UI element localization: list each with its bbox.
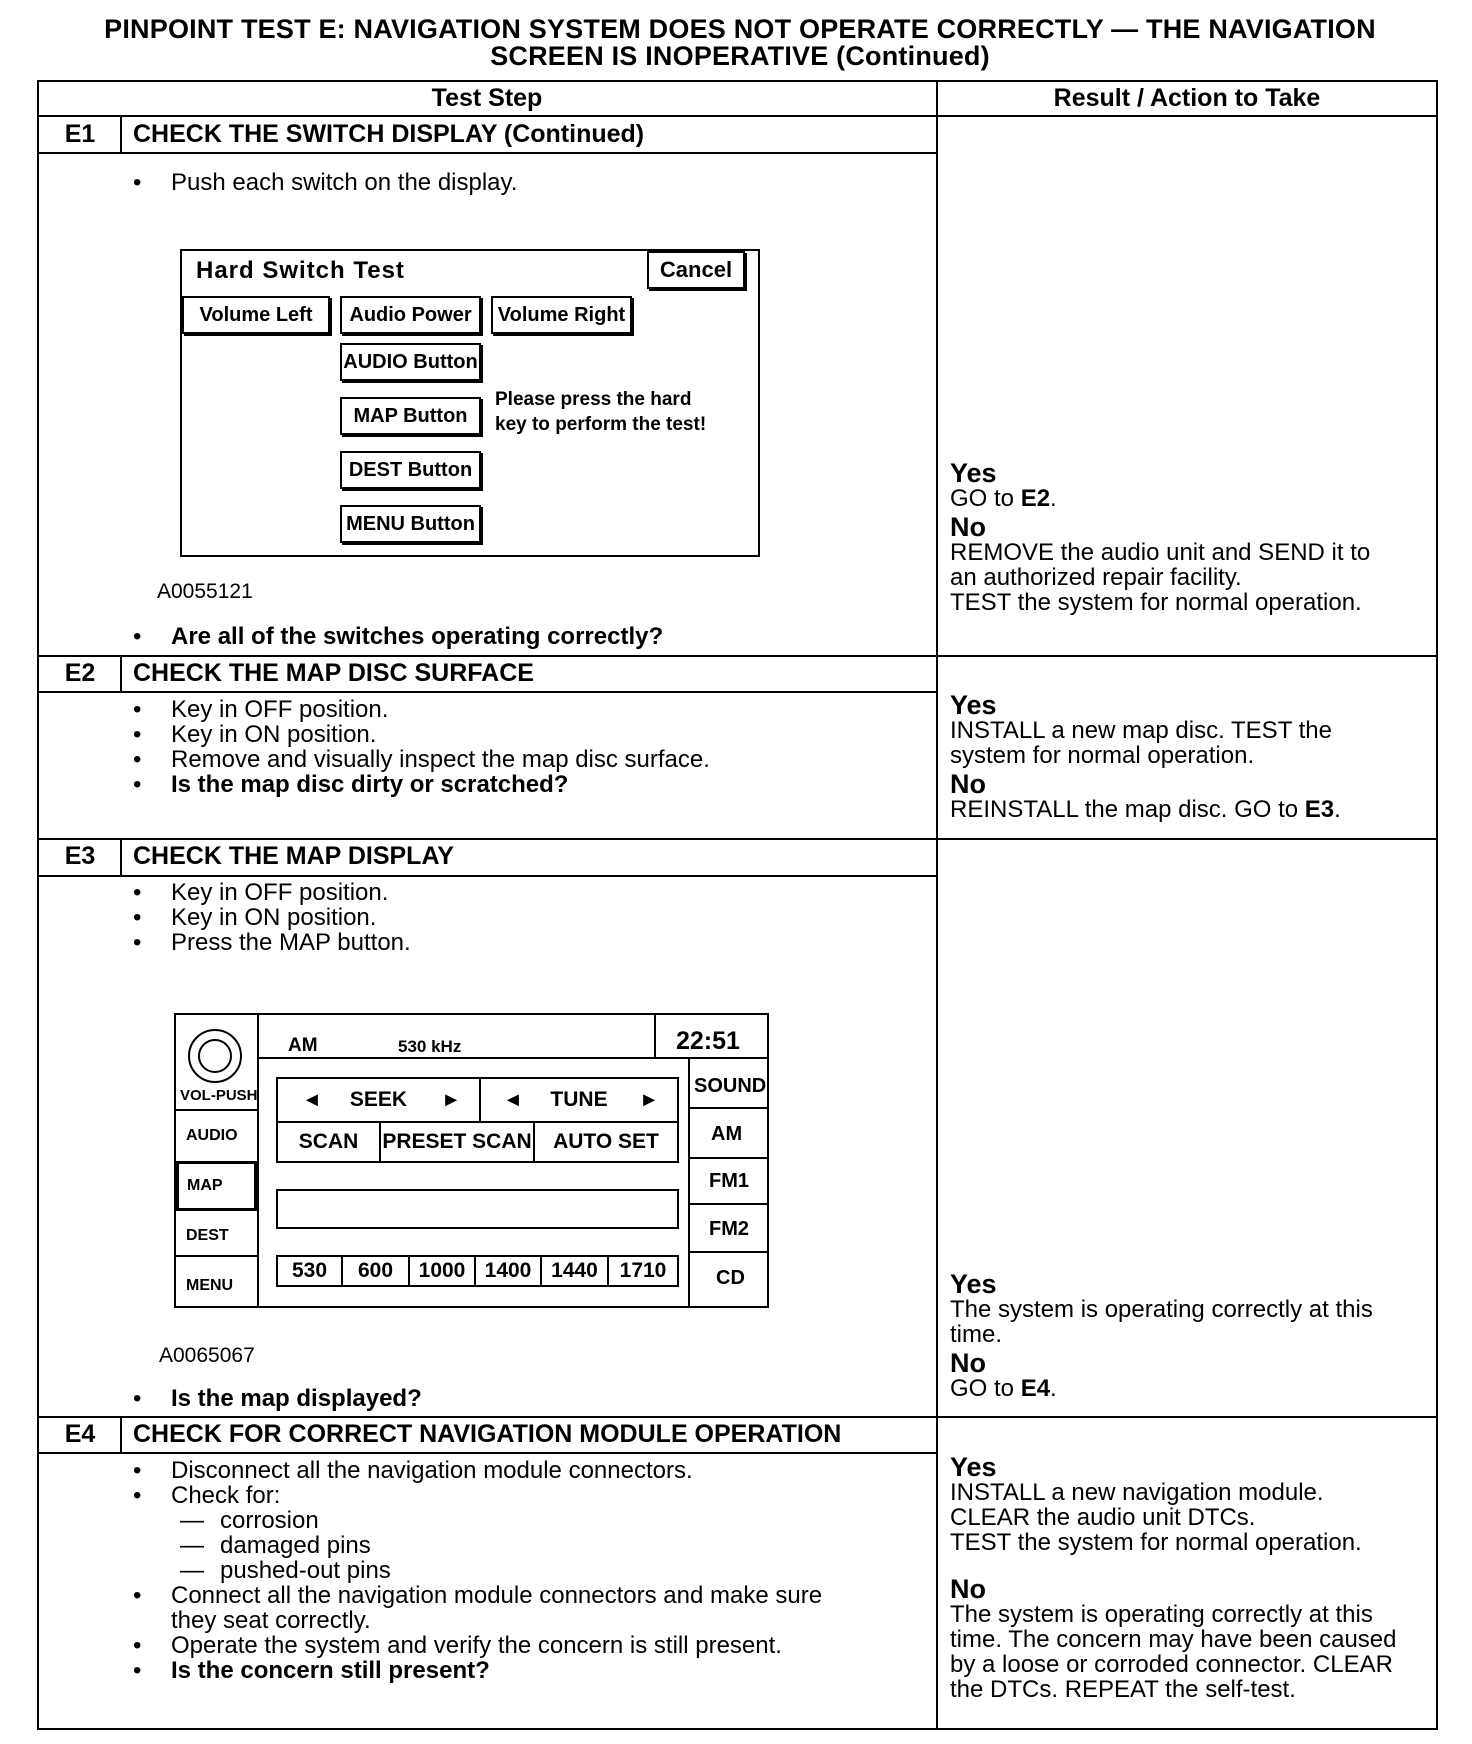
e4-title: CHECK FOR CORRECT NAVIGATION MODULE OPERATION (133, 1420, 842, 1448)
e2-title: CHECK THE MAP DISC SURFACE (133, 659, 534, 687)
e4-id-divider (120, 1416, 122, 1453)
bullet: • (133, 696, 142, 723)
seek-right-arrow-icon: ► (441, 1088, 461, 1111)
preset-1000[interactable]: 1000 (408, 1255, 476, 1287)
action-text: . (1050, 485, 1057, 512)
e4-sub-1 (180, 1508, 319, 1533)
no-action (950, 1376, 1373, 1401)
e4-result (950, 1452, 1397, 1703)
bullet-text: Key in OFF position. (171, 696, 389, 723)
seek-button[interactable] (276, 1077, 481, 1123)
yes-label: Yes (950, 458, 997, 488)
bullet-text: Key in ON position. (171, 904, 377, 931)
header-rule (37, 115, 1438, 117)
e1-id: E1 (64, 120, 96, 148)
e4-sub-2 (180, 1533, 371, 1558)
hard-switch-title: Hard Switch Test (196, 257, 405, 284)
step-ref: E4 (1020, 1375, 1051, 1402)
yes-label: Yes (950, 1269, 997, 1299)
page-title (40, 16, 1440, 70)
station-text-display (276, 1189, 679, 1229)
dash: — (180, 1532, 204, 1559)
message-line: key to perform the test! (495, 414, 707, 435)
cd-button[interactable]: CD (716, 1267, 745, 1289)
step-ref: E2 (1020, 485, 1051, 512)
column-divider (936, 80, 938, 1730)
status-rule (259, 1057, 767, 1059)
yes-action-line: INSTALL a new map disc. TEST the (950, 717, 1332, 744)
e4-title-rule (37, 1452, 937, 1454)
bullet: • (133, 623, 142, 650)
tune-button[interactable] (479, 1077, 679, 1123)
message-line: Please press the hard (495, 389, 692, 410)
bullet-text: Operate the system and verify the concern is still present. (171, 1632, 782, 1659)
vol-push-label: VOL-PUSH (180, 1087, 258, 1104)
tune-label: TUNE (550, 1088, 608, 1111)
e1-title: CHECK THE SWITCH DISPLAY (Continued) (133, 120, 645, 148)
no-action-line: the DTCs. REPEAT the self-test. (950, 1676, 1296, 1703)
bullet-text: Key in ON position. (171, 721, 377, 748)
sub-text: pushed-out pins (220, 1557, 391, 1584)
preset-1400[interactable]: 1400 (474, 1255, 542, 1287)
e1-figure-id: A0055121 (157, 580, 253, 603)
volume-right-button[interactable]: Volume Right (491, 296, 632, 334)
map-key[interactable] (176, 1161, 257, 1211)
e3-bottom-rule (37, 1416, 1438, 1418)
yes-action (950, 486, 1370, 511)
audio-power-button[interactable]: Audio Power (340, 296, 481, 334)
no-label: No (950, 1574, 986, 1604)
volume-left-button[interactable]: Volume Left (182, 296, 330, 334)
map-key-label: MAP (187, 1177, 223, 1194)
no-action-line: an authorized repair facility. (950, 564, 1242, 591)
bullet-text: Disconnect all the navigation module connectors. (171, 1457, 693, 1484)
audio-hardkey-button[interactable]: AUDIO Button (340, 343, 481, 381)
e3-title: CHECK THE MAP DISPLAY (133, 842, 454, 870)
e4-id: E4 (64, 1420, 96, 1448)
preset-530[interactable]: 530 (276, 1255, 343, 1287)
no-action-line: The system is operating correctly at this (950, 1601, 1373, 1628)
bullet-text: Press the MAP button. (171, 929, 411, 956)
bullet: • (133, 1582, 142, 1609)
divider (688, 1251, 767, 1253)
hard-switch-message (495, 387, 706, 437)
seek-left-arrow-icon: ◄ (302, 1088, 322, 1111)
e1-title-rule (37, 152, 937, 154)
band-readout: AM (288, 1035, 318, 1056)
yes-action-line: The system is operating correctly at this (950, 1296, 1373, 1323)
bullet: • (133, 879, 142, 906)
bullet: • (133, 929, 142, 956)
preset-scan-button[interactable]: PRESET SCAN (379, 1121, 535, 1163)
scan-button[interactable]: SCAN (276, 1121, 381, 1163)
yes-action-line: TEST the system for normal operation. (950, 1529, 1362, 1556)
yes-action-line: CLEAR the audio unit DTCs. (950, 1504, 1256, 1531)
dash: — (180, 1507, 204, 1534)
e2-title-rule (37, 691, 937, 693)
e2-result (950, 690, 1341, 823)
dash: — (180, 1557, 204, 1584)
action-text: . (1334, 796, 1341, 823)
sub-text: damaged pins (220, 1532, 371, 1559)
no-action-line: TEST the system for normal operation. (950, 589, 1362, 616)
divider (688, 1107, 767, 1109)
cancel-button[interactable]: Cancel (647, 251, 745, 289)
e4-sub-3 (180, 1558, 391, 1583)
no-action-line: time. The concern may have been caused (950, 1626, 1397, 1653)
menu-key[interactable]: MENU (186, 1277, 234, 1294)
yes-label: Yes (950, 1452, 997, 1482)
hard-switch-test-figure (180, 249, 760, 557)
seek-label: SEEK (349, 1088, 408, 1111)
page-title-line2: SCREEN IS INOPERATIVE (Continued) (490, 41, 990, 71)
frequency-readout: 530 kHz (398, 1037, 462, 1056)
bullet-text: Are all of the switches operating correctly? (171, 623, 664, 650)
bullet-text: Remove and visually inspect the map disc surface. (171, 746, 710, 773)
e1-result (950, 458, 1371, 616)
bullet: • (133, 771, 142, 798)
bullet-text: Connect all the navigation module connectors and make sure (171, 1582, 823, 1609)
yes-action-line: time. (950, 1321, 1003, 1348)
right-panel-divider (688, 1057, 690, 1308)
bullet-text: Is the map displayed? (171, 1385, 422, 1412)
bullet: • (133, 1457, 142, 1484)
action-text: GO to (950, 1375, 1021, 1402)
tune-left-arrow-icon: ◄ (503, 1088, 523, 1111)
bullet: • (133, 169, 142, 196)
bullet: • (133, 721, 142, 748)
e1-id-divider (120, 115, 122, 153)
divider (688, 1157, 767, 1159)
auto-set-button[interactable]: AUTO SET (533, 1121, 679, 1163)
no-label: No (950, 769, 986, 799)
header-test-step: Test Step (431, 84, 543, 112)
e3-id: E3 (64, 842, 96, 870)
e1-bottom-rule (37, 655, 1438, 657)
dest-hardkey-button[interactable]: DEST Button (340, 451, 481, 489)
action-text: GO to (950, 485, 1021, 512)
fm2-button[interactable]: FM2 (709, 1218, 749, 1240)
no-label: No (950, 512, 986, 542)
no-action (950, 797, 1341, 822)
bullet: • (133, 1385, 142, 1412)
map-hardkey-button[interactable]: MAP Button (340, 397, 481, 435)
preset-600[interactable]: 600 (341, 1255, 410, 1287)
fm1-button[interactable]: FM1 (709, 1170, 749, 1192)
bullet-text: Is the map disc dirty or scratched? (171, 771, 569, 798)
yes-action-line: INSTALL a new navigation module. (950, 1479, 1324, 1506)
tune-right-arrow-icon: ► (639, 1088, 659, 1111)
e2-id: E2 (64, 659, 96, 687)
bullet: • (133, 1657, 142, 1684)
page-title-line1: PINPOINT TEST E: NAVIGATION SYSTEM DOES NOT OPERATE CORRECTLY — THE NAVIGATION (104, 14, 1376, 44)
audio-key[interactable]: AUDIO (186, 1127, 238, 1144)
bullet-text: Check for: (171, 1482, 281, 1509)
radio-display-figure (174, 1013, 769, 1308)
bullet-text: they seat correctly. (171, 1607, 371, 1634)
bullet-text: Push each switch on the display. (171, 169, 518, 196)
no-label: No (950, 1348, 986, 1378)
sub-text: corrosion (220, 1507, 319, 1534)
action-text: REINSTALL the map disc. GO to (950, 796, 1305, 823)
bullet: • (133, 1632, 142, 1659)
divider (176, 1109, 259, 1111)
bullet-text: Key in OFF position. (171, 879, 389, 906)
e3-figure-id: A0065067 (159, 1344, 255, 1367)
e3-title-rule (37, 875, 937, 877)
bullet: • (133, 746, 142, 773)
am-button[interactable]: AM (711, 1123, 743, 1145)
divider (688, 1203, 767, 1205)
bullet-text: Is the concern still present? (171, 1657, 490, 1684)
clock-readout: 22:51 (676, 1027, 740, 1055)
e2-bottom-rule (37, 838, 1438, 840)
bullet: • (133, 1482, 142, 1509)
preset-1710[interactable]: 1710 (607, 1255, 679, 1287)
e2-id-divider (120, 655, 122, 692)
step-ref: E3 (1304, 796, 1335, 823)
e3-result (950, 1269, 1373, 1402)
action-text: . (1050, 1375, 1057, 1402)
menu-hardkey-button[interactable]: MENU Button (340, 505, 481, 543)
bullet: • (133, 904, 142, 931)
e3-id-divider (120, 838, 122, 876)
no-action-line: REMOVE the audio unit and SEND it to (950, 539, 1371, 566)
yes-label: Yes (950, 690, 997, 720)
yes-action-line: system for normal operation. (950, 742, 1255, 769)
no-action-line: by a loose or corroded connector. CLEAR (950, 1651, 1393, 1678)
preset-1440[interactable]: 1440 (540, 1255, 609, 1287)
sound-button[interactable]: SOUND (694, 1075, 767, 1097)
clock-divider (654, 1015, 656, 1057)
volume-knob-inner-icon (198, 1039, 232, 1073)
header-result: Result / Action to Take (1053, 84, 1321, 112)
dest-key[interactable]: DEST (186, 1227, 229, 1244)
divider (176, 1255, 259, 1257)
